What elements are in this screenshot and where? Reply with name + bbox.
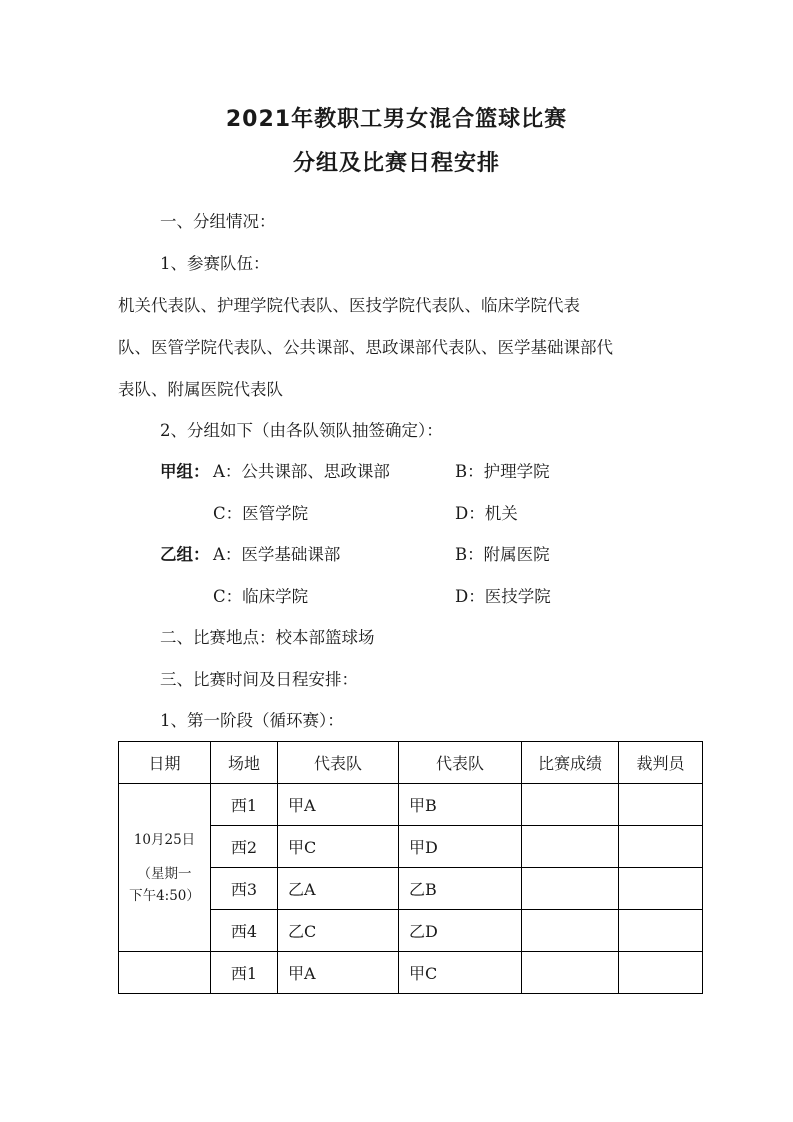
- header-referee: 裁判员: [619, 742, 703, 784]
- table-row: [119, 952, 703, 994]
- team2-cell: 乙D: [399, 910, 522, 952]
- referee-cell: [619, 910, 703, 952]
- section-grouping-heading: 一、分组情况：: [160, 212, 276, 231]
- referee-cell: [619, 952, 703, 994]
- stage1-heading: 1、第一阶段（循环赛）：: [160, 711, 344, 730]
- group-a-team-d: D：机关: [455, 504, 518, 523]
- header-team1: 代表队: [278, 742, 399, 784]
- date-line3: 下午4:50）: [129, 887, 200, 904]
- teams-text-line2: 队、医管学院代表队、公共课部、思政课部代表队、医学基础课部代: [118, 338, 613, 357]
- referee-cell: [619, 868, 703, 910]
- group-b-team-d: D：医技学院: [455, 587, 551, 606]
- referee-cell: [619, 826, 703, 868]
- venue-line: 二、比赛地点：校本部篮球场: [160, 628, 375, 647]
- group-a-label: 甲组：: [160, 462, 210, 481]
- document-title-line1: 2021年教职工男女混合篮球比赛: [225, 107, 568, 132]
- group-b-team-a: A：医学基础课部: [213, 545, 341, 564]
- teams-heading: 1、参赛队伍：: [160, 254, 270, 273]
- team2-cell: 甲C: [399, 952, 522, 994]
- court-cell: 西3: [211, 868, 278, 910]
- group-b-label: 乙组：: [160, 545, 210, 564]
- team1-cell: 甲C: [278, 826, 399, 868]
- group-a-team-b: B：护理学院: [455, 462, 550, 481]
- team1-cell: 乙A: [278, 868, 399, 910]
- score-cell: [522, 784, 619, 826]
- team1-cell: 甲A: [278, 952, 399, 994]
- grouping-heading: 2、分组如下（由各队领队抽签确定）：: [160, 421, 443, 440]
- header-team2: 代表队: [399, 742, 522, 784]
- header-score: 比赛成绩: [522, 742, 619, 784]
- team2-cell: 甲B: [399, 784, 522, 826]
- score-cell: [522, 826, 619, 868]
- court-cell: 西1: [211, 784, 278, 826]
- group-b-team-b: B：附属医院: [455, 545, 550, 564]
- teams-text-line1: 机关代表队、护理学院代表队、医技学院代表队、临床学院代表: [118, 296, 580, 315]
- team2-cell: 乙B: [399, 868, 522, 910]
- score-cell: [522, 910, 619, 952]
- score-cell: [522, 868, 619, 910]
- court-cell: 西4: [211, 910, 278, 952]
- referee-cell: [619, 784, 703, 826]
- court-cell: 西2: [211, 826, 278, 868]
- date-cell-empty: [119, 952, 211, 994]
- schedule-heading: 三、比赛时间及日程安排：: [160, 670, 358, 689]
- group-b-team-c: C：临床学院: [213, 587, 309, 606]
- header-date: 日期: [119, 742, 211, 784]
- date-line1: 10月25日: [133, 831, 196, 848]
- teams-text-line3: 表队、附属医院代表队: [118, 380, 283, 399]
- date-line2: （星期一: [137, 865, 192, 882]
- schedule-table: [118, 741, 703, 994]
- table-row: [119, 784, 703, 826]
- header-court: 场地: [211, 742, 278, 784]
- score-cell: [522, 952, 619, 994]
- date-cell: [119, 784, 211, 952]
- group-a-team-c: C：医管学院: [213, 504, 309, 523]
- table-header-row: [119, 742, 703, 784]
- team2-cell: 甲D: [399, 826, 522, 868]
- document-title-line2: 分组及比赛日程安排: [292, 151, 500, 176]
- team1-cell: 乙C: [278, 910, 399, 952]
- court-cell: 西1: [211, 952, 278, 994]
- team1-cell: 甲A: [278, 784, 399, 826]
- group-a-team-a: A：公共课部、思政课部: [213, 462, 390, 481]
